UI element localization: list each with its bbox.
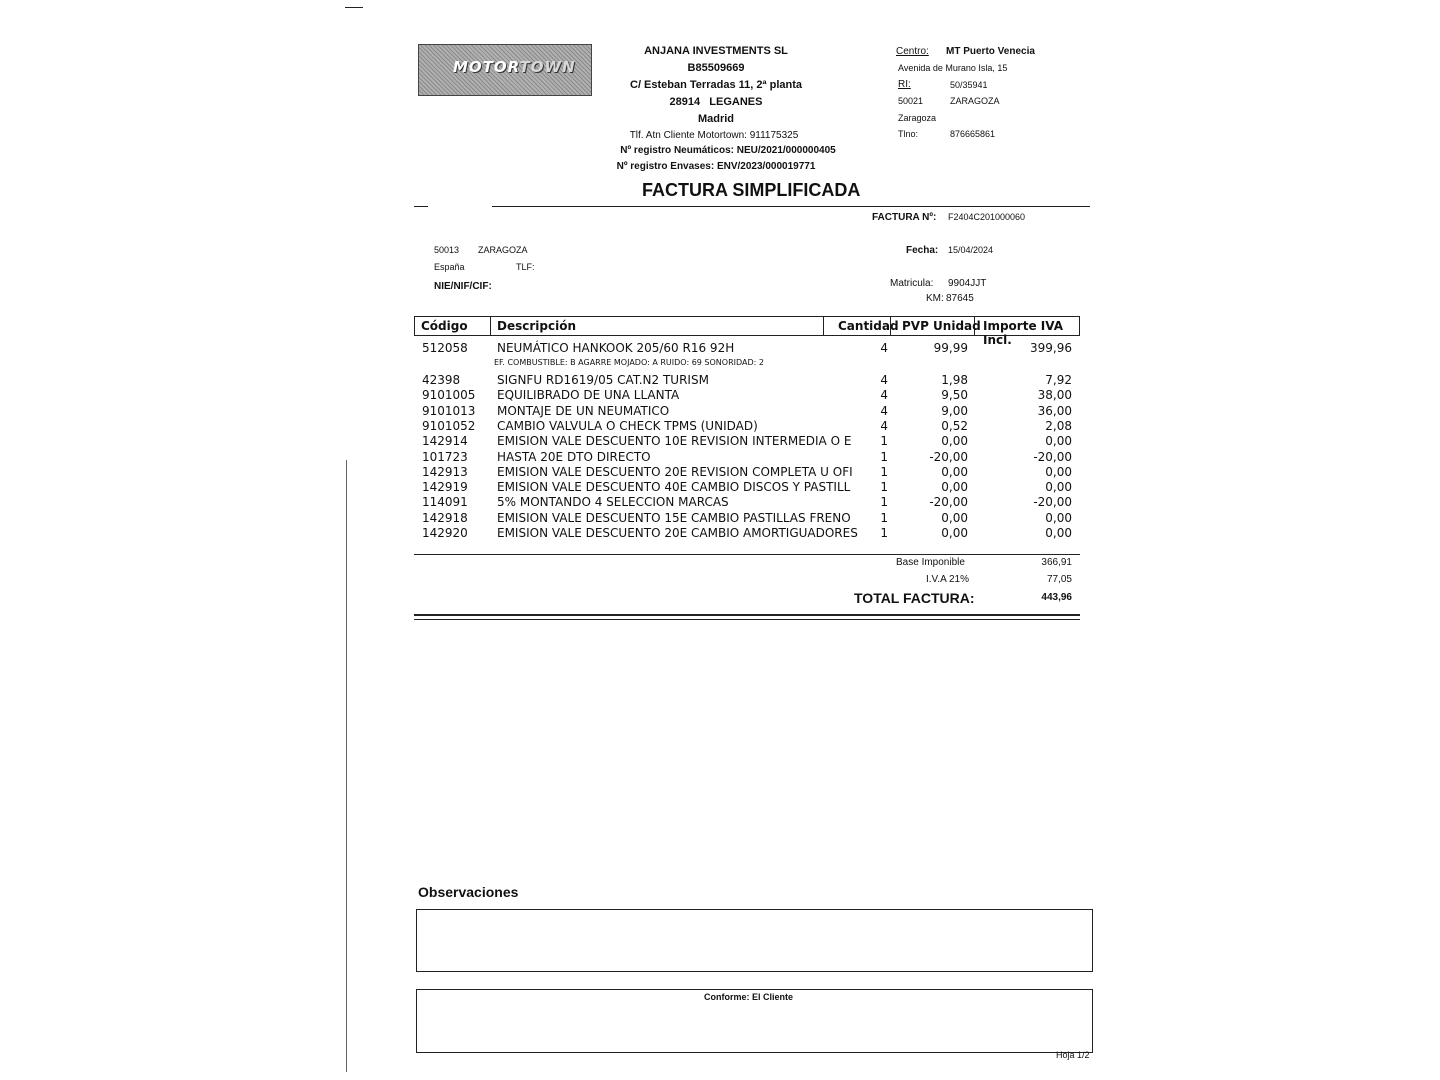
scan-mark [345,7,363,8]
conforme-label: Conforme: El Cliente [703,992,793,1002]
row-amount: -20,00 [1033,495,1072,510]
row-description: HASTA 20E DTO DIRECTO [497,449,651,464]
row-quantity: 4 [880,373,888,387]
table-row [414,419,1080,434]
row-code: 512058 [422,341,468,355]
centro-name: MT Puerto Venecia [946,46,1035,57]
company-phone: Tlf. Atn Cliente Motortown: 911175325 [629,130,799,141]
table-row [414,465,1080,480]
row-code: 142918 [422,510,468,525]
row-description: EMISION VALE DESCUENTO 10E REVISION INTERMEDIA O E [497,434,852,449]
table-row [414,495,1080,510]
row-quantity: 1 [880,434,888,449]
row-amount: 36,00 [1037,403,1072,418]
client-tlf-label: TLF: [516,262,535,272]
totals-divider [414,554,1080,555]
centro-address: Avenida de Murano Isla, 15 [898,63,1008,73]
row-code: 142919 [422,480,468,495]
invoice-matricula-value: 9904JJT [948,278,987,289]
row-amount: 0,00 [1045,464,1072,479]
invoice-matricula-label: Matricula: [890,278,934,289]
row-unit-price: 0,00 [941,464,968,479]
row-code: 101723 [422,449,468,464]
client-country: España [434,262,465,272]
row-code: 9101005 [422,388,476,403]
invoice-number-value: F2404C201000060 [948,212,1026,222]
total-label: TOTAL FACTURA: [854,590,975,606]
row-description: NEUMÁTICO HANKOOK 205/60 R16 92H [497,341,735,355]
tyre-label-info [414,358,1080,373]
centro-label: Centro: [896,46,929,57]
company-postal-city: 28914 LEGANES [669,96,763,108]
page-number: Hoja 1/2 [1056,1050,1090,1060]
row-unit-price: -20,00 [929,449,968,464]
row-code: 114091 [422,495,468,510]
invoice-km-label: KM: [926,293,944,304]
centro-tlfno-value: 876665861 [950,129,996,139]
client-postal: 50013 [434,245,460,255]
centro-city: ZARAGOZA [950,96,1000,106]
row-quantity: 4 [880,403,888,418]
company-address: C/ Esteban Terradas 11, 2ª planta [630,79,802,91]
header-divider-short [414,206,428,207]
row-quantity: 1 [880,510,888,525]
row-amount: 0,00 [1045,510,1072,525]
row-code: 42398 [422,373,461,387]
invoice-km-value: 87645 [946,293,974,304]
table-row [414,450,1080,465]
row-quantity: 4 [880,341,888,355]
iva-value: 77,05 [1046,574,1072,585]
row-unit-price: 0,00 [941,510,968,525]
row-amount: 38,00 [1037,388,1072,403]
header-quantity: Cantidad [838,319,899,333]
table-row [414,373,1080,388]
base-imponible-label: Base Imponible [896,557,965,568]
table-row [414,404,1080,419]
row-amount: 7,92 [1045,373,1072,387]
scan-edge-line [346,460,347,1072]
row-unit-price: 0,00 [941,526,968,540]
header-code: Código [421,319,468,333]
row-description: EMISION VALE DESCUENTO 20E CAMBIO AMORTIGUADORES [497,526,858,540]
row-quantity: 1 [880,480,888,495]
company-reg-neumaticos: Nº registro Neumáticos: NEU/2021/000000405 [620,145,836,156]
invoice-date-label: Fecha: [906,245,939,256]
centro-ri-value: 50/35941 [950,80,988,90]
company-name: ANJANA INVESTMENTS SL [644,45,788,57]
header-unit-price: PVP Unidad [902,319,981,333]
header-description: Descripción [497,319,576,333]
totals-double-line-2 [414,619,1080,620]
logo-text-town: TOWN [519,58,576,76]
table-row [414,388,1080,403]
row-unit-price: -20,00 [929,495,968,510]
header-divider [492,206,1090,207]
client-city: ZARAGOZA [478,245,528,255]
table-row [414,511,1080,526]
row-code: 142920 [422,526,468,540]
centro-postal: 50021 [898,96,924,106]
observaciones-box [416,909,1093,972]
col-divider [823,316,824,335]
company-info [566,45,866,177]
row-unit-price: 1,98 [941,373,968,387]
row-quantity: 1 [880,495,888,510]
row-unit-price: 9,50 [941,388,968,403]
table-row [414,434,1080,449]
row-description: EMISION VALE DESCUENTO 15E CAMBIO PASTILLAS FRENO [497,510,851,525]
row-unit-price: 99,99 [933,341,968,355]
row-amount: 0,00 [1045,480,1072,495]
row-unit-price: 0,52 [941,418,968,433]
centro-tlfno-label: Tlno: [898,129,919,139]
invoice-date-value: 15/04/2024 [948,245,994,255]
row-description: CAMBIO VALVULA O CHECK TPMS (UNIDAD) [497,418,758,433]
tyre-label-text: EF. COMBUSTIBLE: B AGARRE MOJADO: A RUIDO: 69 SONORIDAD: 2 [494,358,764,367]
row-quantity: 1 [880,464,888,479]
row-quantity: 4 [880,388,888,403]
row-amount: -20,00 [1033,449,1072,464]
client-nif-label: NIE/NIF/CIF: [434,281,492,292]
row-description: 5% MONTANDO 4 SELECCION MARCAS [497,495,729,510]
table-row [414,526,1080,541]
row-description: EQUILIBRADO DE UNA LLANTA [497,388,680,403]
row-code: 9101013 [422,403,476,418]
company-cif: B85509669 [687,62,745,74]
row-description: SIGNFU RD1619/05 CAT.N2 TURISM [497,373,709,387]
centro-province: Zaragoza [898,113,937,123]
iva-label: I.V.A 21% [926,574,969,585]
table-row [414,341,1080,356]
centro-ri-label: RI: [898,79,911,90]
row-code: 142913 [422,464,468,479]
logo-text-motor: MOTOR [453,58,520,76]
row-quantity: 1 [880,449,888,464]
row-unit-price: 0,00 [941,434,968,449]
row-description: EMISION VALE DESCUENTO 20E REVISION COMPLETA U OFI [497,464,853,479]
row-code: 142914 [422,434,468,449]
row-quantity: 4 [880,418,888,433]
row-amount: 399,96 [1030,341,1072,355]
row-unit-price: 9,00 [941,403,968,418]
row-amount: 0,00 [1045,526,1072,540]
document-title: FACTURA SIMPLIFICADA [642,180,861,200]
company-province: Madrid [697,113,735,125]
col-divider [490,316,491,335]
row-amount: 0,00 [1045,434,1072,449]
row-description: MONTAJE DE UN NEUMATICO [497,403,670,418]
base-imponible-value: 366,91 [1041,557,1072,568]
row-description: EMISION VALE DESCUENTO 40E CAMBIO DISCOS Y PASTILL [497,480,851,495]
observaciones-label: Observaciones [418,884,519,900]
row-unit-price: 0,00 [941,480,968,495]
header-amount: Importe IVA Incl. [983,319,1063,347]
totals-double-line-1 [414,614,1080,616]
row-code: 9101052 [422,418,476,433]
company-reg-envases: Nº registro Envases: ENV/2023/000019771 [616,161,816,172]
total-value: 443,96 [1041,592,1072,603]
row-quantity: 1 [880,526,888,540]
table-row [414,480,1080,495]
invoice-number-label: FACTURA Nº: [872,212,937,223]
row-amount: 2,08 [1045,418,1072,433]
